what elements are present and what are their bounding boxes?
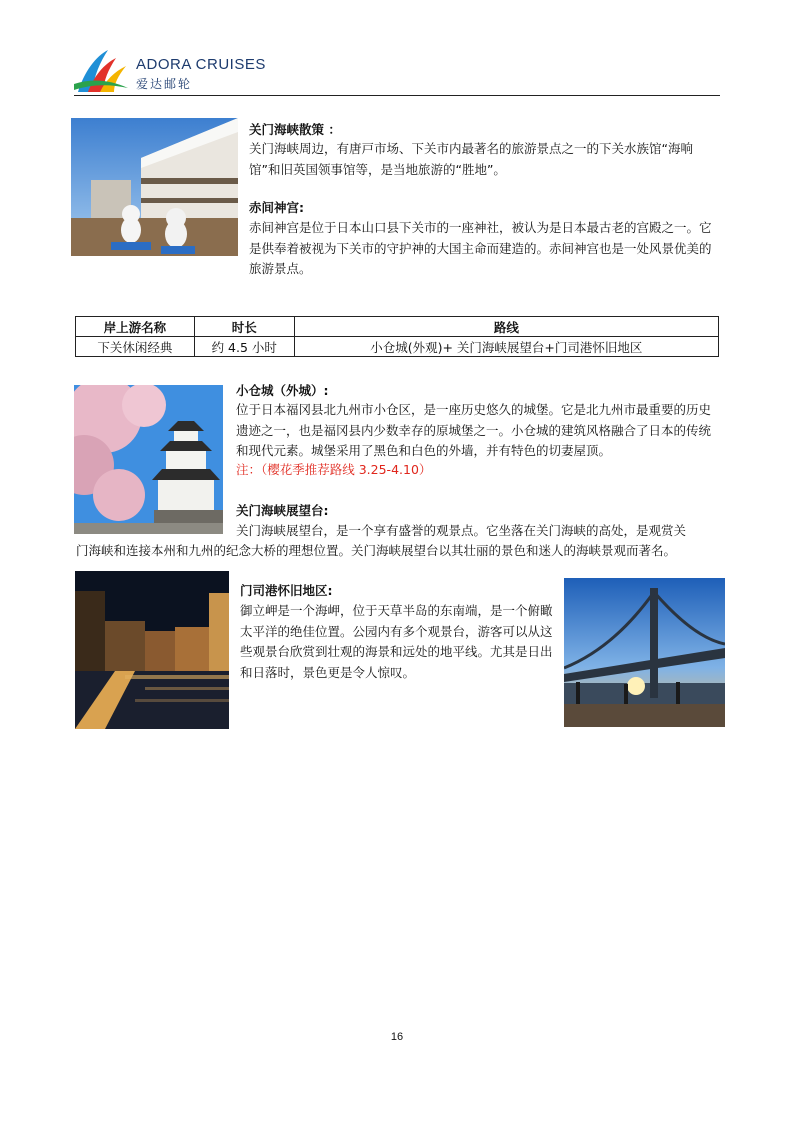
section-heading-kokura-castle: 小仓城（外城）: — [236, 383, 329, 398]
section-heading-kanmon-walk: 关门海峡散策 ： — [249, 122, 341, 137]
header-divider — [74, 95, 720, 96]
shore-excursion-table — [75, 316, 719, 357]
table-header-cell: 时长 — [194, 317, 294, 337]
section-text-akama-shrine: 赤间神宫是位于日本山口县下关市的一座神社，被认为是日本最古老的宫殿之一。它是供奉着被视为下关市的守护神的大国主命而建造的。赤间神宫也是一处风景优美的旅游景点。 — [249, 220, 712, 276]
brand-name-cn: 爱达邮轮 — [136, 77, 193, 91]
sakura-season-note: 注：（樱花季推荐路线 3.25-4.10） — [236, 462, 432, 477]
section-text-kanmon-observatory-line1: 关门海峡展望台，是一个享有盛誉的观景点。它坐落在关门海峡的高处，是观赏关 — [236, 523, 687, 538]
waterfront-photo — [71, 118, 238, 256]
table-row — [76, 337, 719, 357]
table-header-cell: 路线 — [294, 317, 718, 337]
adora-logo-icon — [74, 48, 130, 94]
section-heading-akama-shrine: 赤间神宫: — [249, 200, 304, 215]
brand-name-en: ADORA CRUISES — [136, 56, 266, 73]
section-text-mojiko-retro: 御立岬是一个海岬，位于天草半岛的东南端，是一个俯瞰太平洋的绝佳位置。公园内有多个观景台，游客可以从这些观景台欣赏到壮观的海景和远处的地平线。尤其是日出和日落时，景色更是令人惊叹。 — [240, 603, 553, 680]
section-text-kanmon-walk: 关门海峡周边，有唐戸市场、下关市内最著名的旅游景点之一的下关水族馆“海响馆”和旧英国领事馆等，是当地旅游的“胜地”。 — [249, 141, 693, 177]
section-text-kokura-castle: 位于日本福冈县北九州市小仓区，是一座历史悠久的城堡。它是北九州市最重要的历史遗迹之一，也是福冈县内少数幸存的原城堡之一。小仓城的建筑风格融合了日本的传统和现代元素。城堡采用了黑色和白色的外墙，并有特色的切妻屋顶。 — [236, 402, 712, 458]
table-header-cell: 岸上游名称 — [76, 317, 195, 337]
kanmon-bridge-sunset-photo — [564, 578, 725, 727]
section-heading-mojiko-retro: 门司港怀旧地区: — [240, 583, 333, 598]
table-cell-duration: 约 4.5 小时 — [194, 337, 294, 357]
section-heading-kanmon-observatory: 关门海峡展望台: — [236, 503, 329, 518]
section-text-kanmon-observatory-line2: 门海峡和连接本州和九州的纪念大桥的理想位置。关门海峡展望台以其壮丽的景色和迷人的海峡景观而著名。 — [76, 543, 677, 558]
kokura-castle-photo — [74, 385, 223, 534]
page-number: 16 — [390, 1031, 404, 1043]
table-header-row — [76, 317, 719, 337]
table-cell-tour-name: 下关休闲经典 — [76, 337, 195, 357]
mojiko-retro-night-photo — [75, 571, 229, 729]
table-cell-route: 小仓城(外观)+ 关门海峡展望台+门司港怀旧地区 — [294, 337, 718, 357]
